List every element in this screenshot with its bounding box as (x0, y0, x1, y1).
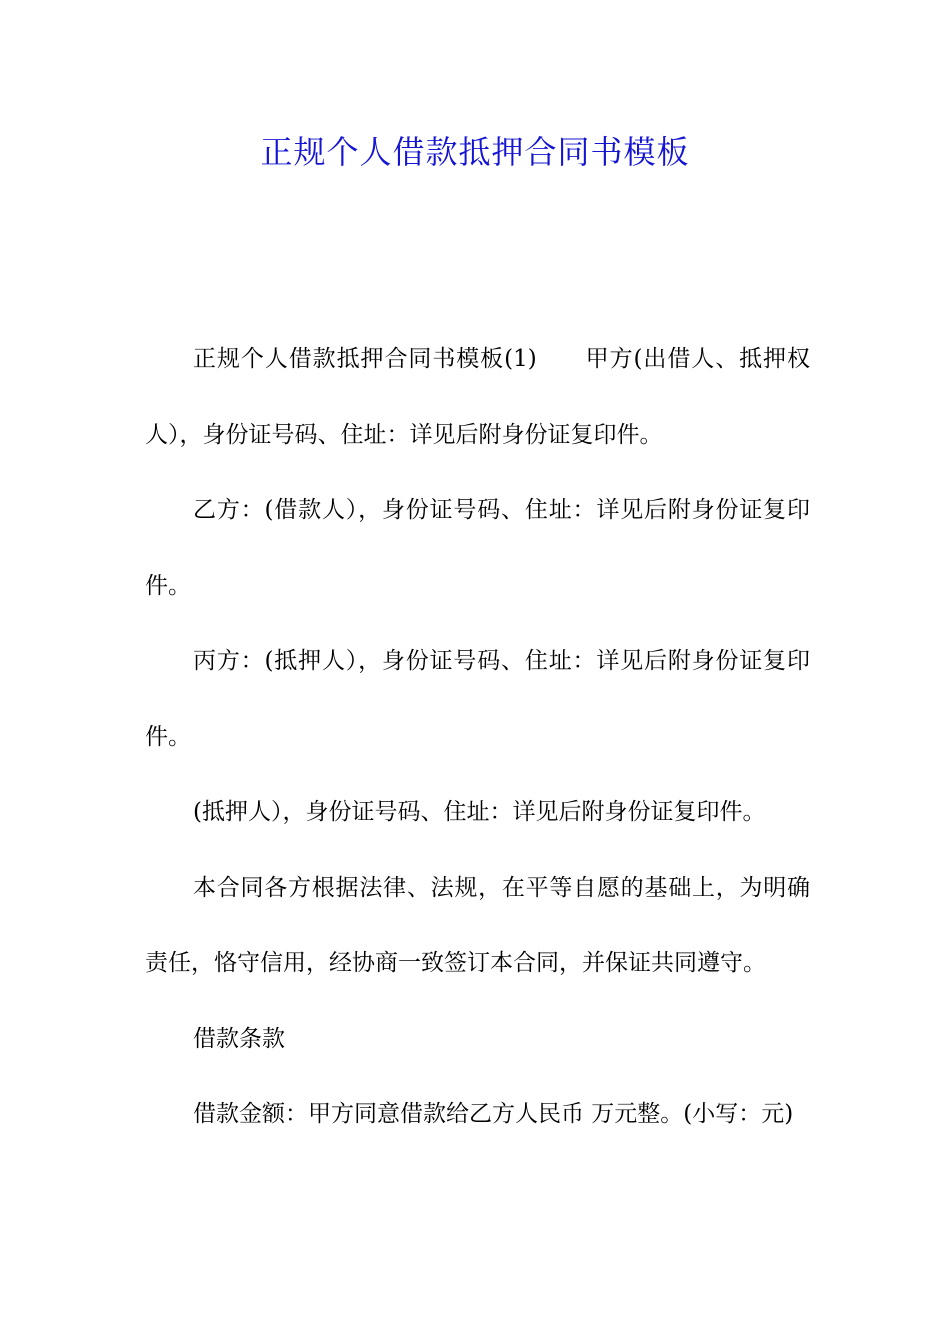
paragraph-intro (145, 322, 810, 473)
paragraph-party-c: 丙方：(抵押人），身份证号码、住址：详见后附身份证复印件。 (145, 648, 810, 750)
paragraph-intro-heading: 正规个人借款抵押合同书模板(1) (193, 346, 537, 372)
paragraph-preamble: 本合同各方根据法律、法规，在平等自愿的基础上，为明确责任，恪守信用，经协商一致签订本合同，并保证共同遵守。 (145, 874, 810, 976)
page-title: 正规个人借款抵押合同书模板 (260, 133, 690, 171)
paragraph-party-a: 甲方(出借人、抵押权人），身份证号码、住址：详见后附身份证复印件。 (145, 346, 810, 448)
section-heading-loan-terms: 借款条款 (193, 1025, 285, 1052)
paragraph-party-b: 乙方：(借款人），身份证号码、住址：详见后附身份证复印件。 (145, 497, 810, 599)
document-body (145, 322, 810, 1153)
paragraph-loan-amount: 借款金额：甲方同意借款给乙方人民币 万元整。(小写：元) (193, 1101, 794, 1127)
paragraph-mortgagor: (抵押人），身份证号码、住址：详见后附身份证复印件。 (193, 799, 766, 825)
